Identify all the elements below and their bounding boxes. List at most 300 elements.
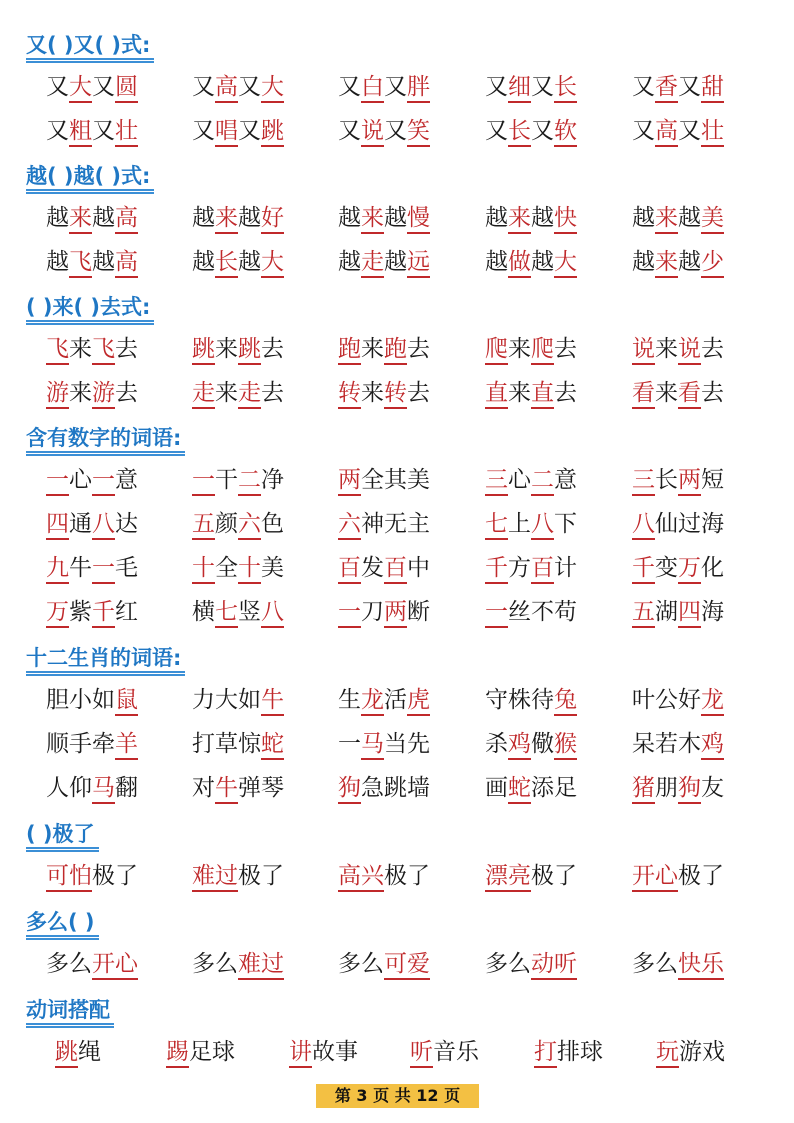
phrase-row — [0, 242, 794, 282]
key-character: 马 — [92, 774, 115, 804]
phrase-item — [632, 111, 724, 151]
phrase-item — [485, 460, 577, 500]
key-character: 猴 — [554, 730, 577, 760]
key-character: 远 — [407, 248, 430, 278]
fixed-character: 下 — [554, 511, 577, 537]
key-character: 看 — [632, 379, 655, 409]
fixed-character: 游戏 — [679, 1039, 725, 1065]
fixed-character: 越 — [384, 205, 407, 231]
key-character: 跳 — [261, 117, 284, 147]
key-character: 香 — [655, 73, 678, 103]
fixed-character: 去 — [407, 336, 430, 362]
key-character: 五 — [632, 598, 655, 628]
fixed-character: 又 — [238, 74, 261, 100]
key-character: 八 — [92, 510, 115, 540]
phrase-item — [46, 329, 138, 369]
key-character: 玩 — [656, 1038, 679, 1068]
key-character: 二 — [238, 466, 261, 496]
fixed-character: 横 — [192, 599, 215, 625]
fixed-character: 绳 — [78, 1039, 101, 1065]
phrase-item — [632, 460, 724, 500]
key-character: 一 — [92, 554, 115, 584]
key-character: 圆 — [115, 73, 138, 103]
phrase-item — [46, 67, 138, 107]
fixed-character: 叶公好 — [632, 687, 701, 713]
phrase-item — [632, 680, 724, 720]
phrase-item — [192, 548, 284, 588]
key-character: 狗 — [338, 774, 361, 804]
fixed-character: 又 — [192, 74, 215, 100]
fixed-character: 杀 — [485, 731, 508, 757]
fixed-character: 竖 — [238, 599, 261, 625]
fixed-character: 对 — [192, 775, 215, 801]
phrase-item — [46, 944, 138, 984]
key-character: 白 — [361, 73, 384, 103]
phrase-item — [338, 111, 430, 151]
fixed-character: 意 — [115, 467, 138, 493]
page-number-footer: 第 3 页 共 12 页 — [316, 1084, 479, 1108]
phrase-item — [338, 592, 430, 632]
fixed-character: 来 — [655, 336, 678, 362]
fixed-character: 来 — [69, 336, 92, 362]
fixed-character: 翻 — [115, 775, 138, 801]
fixed-character: 又 — [485, 74, 508, 100]
key-character: 千 — [92, 598, 115, 628]
fixed-character: 又 — [192, 118, 215, 144]
phrase-item — [338, 768, 430, 808]
key-character: 来 — [655, 204, 678, 234]
section-heading: 多么( ) — [26, 907, 95, 941]
phrase-row — [0, 111, 794, 151]
section-heading: ( )来( )去式: — [26, 292, 150, 326]
key-character: 转 — [384, 379, 407, 409]
fixed-character: 长 — [655, 467, 678, 493]
key-character: 狗 — [678, 774, 701, 804]
fixed-character: 紫 — [69, 599, 92, 625]
phrase-item — [338, 856, 430, 896]
key-character: 两 — [338, 466, 361, 496]
fixed-character: 越 — [384, 249, 407, 275]
phrase-item — [632, 373, 724, 413]
phrase-item — [46, 373, 138, 413]
phrase-row — [0, 856, 794, 896]
fixed-character: 上 — [508, 511, 531, 537]
key-character: 可怕 — [46, 862, 92, 892]
phrase-item — [656, 1032, 725, 1072]
phrase-item — [485, 724, 577, 764]
fixed-character: 来 — [508, 336, 531, 362]
key-character: 一 — [92, 466, 115, 496]
fixed-character: 方 — [508, 555, 531, 581]
phrase-item — [338, 198, 430, 238]
phrase-row — [0, 504, 794, 544]
fixed-character: 画 — [485, 775, 508, 801]
key-character: 鼠 — [115, 686, 138, 716]
key-character: 笑 — [407, 117, 430, 147]
key-character: 跳 — [192, 335, 215, 365]
fixed-character: 心 — [69, 467, 92, 493]
key-character: 来 — [215, 204, 238, 234]
fixed-character: 多么 — [46, 951, 92, 977]
key-character: 虎 — [407, 686, 430, 716]
phrase-item — [485, 680, 577, 720]
key-character: 长 — [215, 248, 238, 278]
fixed-character: 计 — [554, 555, 577, 581]
key-character: 长 — [554, 73, 577, 103]
key-character: 打 — [534, 1038, 557, 1068]
phrase-item — [192, 242, 284, 282]
key-character: 四 — [678, 598, 701, 628]
fixed-character: 极了 — [531, 863, 577, 889]
key-character: 五 — [192, 510, 215, 540]
fixed-character: 刀 — [361, 599, 384, 625]
key-character: 十 — [238, 554, 261, 584]
key-character: 千 — [485, 554, 508, 584]
fixed-character: 短 — [701, 467, 724, 493]
key-character: 一 — [46, 466, 69, 496]
key-character: 踢 — [166, 1038, 189, 1068]
key-character: 说 — [678, 335, 701, 365]
key-character: 六 — [238, 510, 261, 540]
key-character: 开心 — [92, 950, 138, 980]
phrase-item — [46, 242, 138, 282]
fixed-character: 色 — [261, 511, 284, 537]
section-heading: 十二生肖的词语: — [26, 643, 181, 677]
fixed-character: 又 — [338, 118, 361, 144]
fixed-character: 意 — [554, 467, 577, 493]
fixed-character: 生 — [338, 687, 361, 713]
key-character: 壮 — [115, 117, 138, 147]
fixed-character: 仙过海 — [655, 511, 724, 537]
phrase-row — [0, 680, 794, 720]
key-character: 高 — [655, 117, 678, 147]
key-character: 动听 — [531, 950, 577, 980]
key-character: 两 — [678, 466, 701, 496]
phrase-item — [289, 1032, 358, 1072]
key-character: 慢 — [407, 204, 430, 234]
key-character: 二 — [531, 466, 554, 496]
key-character: 一 — [485, 598, 508, 628]
phrase-item — [46, 111, 138, 151]
fixed-character: 中 — [407, 555, 430, 581]
fixed-character: 越 — [238, 249, 261, 275]
phrase-item — [485, 944, 577, 984]
fixed-character: 丝不苟 — [508, 599, 577, 625]
key-character: 三 — [485, 466, 508, 496]
fixed-character: 又 — [531, 74, 554, 100]
phrase-item — [46, 460, 138, 500]
fixed-character: 来 — [215, 336, 238, 362]
fixed-character: 胆小如 — [46, 687, 115, 713]
key-character: 九 — [46, 554, 69, 584]
fixed-character: 越 — [192, 205, 215, 231]
fixed-character: 美 — [261, 555, 284, 581]
key-character: 一 — [192, 466, 215, 496]
fixed-character: 又 — [678, 74, 701, 100]
key-character: 百 — [531, 554, 554, 584]
phrase-item — [192, 329, 284, 369]
phrase-item — [338, 944, 430, 984]
fixed-character: 断 — [407, 599, 430, 625]
fixed-character: 来 — [655, 380, 678, 406]
key-character: 龙 — [701, 686, 724, 716]
fixed-character: 又 — [46, 74, 69, 100]
phrase-item — [410, 1032, 479, 1072]
key-character: 唱 — [215, 117, 238, 147]
key-character: 八 — [261, 598, 284, 628]
fixed-character: 来 — [215, 380, 238, 406]
fixed-character: 多么 — [192, 951, 238, 977]
key-character: 万 — [678, 554, 701, 584]
key-character: 看 — [678, 379, 701, 409]
key-character: 直 — [485, 379, 508, 409]
key-character: 直 — [531, 379, 554, 409]
fixed-character: 红 — [115, 599, 138, 625]
phrase-row — [0, 329, 794, 369]
phrase-item — [192, 944, 284, 984]
section-heading: ( )极了 — [26, 819, 95, 853]
key-character: 牛 — [215, 774, 238, 804]
key-character: 高 — [215, 73, 238, 103]
key-character: 蛇 — [508, 774, 531, 804]
key-character: 牛 — [261, 686, 284, 716]
phrase-row — [0, 724, 794, 764]
phrase-item — [632, 768, 724, 808]
phrase-item — [485, 111, 577, 151]
key-character: 百 — [384, 554, 407, 584]
key-character: 飞 — [92, 335, 115, 365]
key-character: 十 — [192, 554, 215, 584]
section-heading: 又( )又( )式: — [26, 30, 150, 64]
phrase-item — [632, 724, 724, 764]
fixed-character: 排球 — [557, 1039, 603, 1065]
fixed-character: 去 — [261, 380, 284, 406]
phrase-item — [192, 67, 284, 107]
key-character: 跳 — [55, 1038, 78, 1068]
phrase-item — [485, 198, 577, 238]
fixed-character: 海 — [701, 599, 724, 625]
phrase-row — [0, 460, 794, 500]
fixed-character: 越 — [338, 249, 361, 275]
fixed-character: 又 — [485, 118, 508, 144]
fixed-character: 又 — [632, 118, 655, 144]
key-character: 胖 — [407, 73, 430, 103]
fixed-character: 故事 — [312, 1039, 358, 1065]
phrase-item — [632, 856, 724, 896]
fixed-character: 全 — [215, 555, 238, 581]
fixed-character: 极了 — [92, 863, 138, 889]
fixed-character: 去 — [115, 380, 138, 406]
key-character: 百 — [338, 554, 361, 584]
phrase-item — [485, 242, 577, 282]
fixed-character: 湖 — [655, 599, 678, 625]
key-character: 来 — [361, 204, 384, 234]
phrase-item — [338, 548, 430, 588]
phrase-item — [534, 1032, 603, 1072]
phrase-item — [192, 592, 284, 632]
key-character: 大 — [554, 248, 577, 278]
phrase-item — [46, 856, 138, 896]
key-character: 难过 — [192, 862, 238, 892]
fixed-character: 越 — [92, 249, 115, 275]
key-character: 四 — [46, 510, 69, 540]
fixed-character: 越 — [46, 205, 69, 231]
phrase-row — [0, 198, 794, 238]
key-character: 听 — [410, 1038, 433, 1068]
phrase-item — [632, 944, 724, 984]
fixed-character: 神无主 — [361, 511, 430, 537]
fixed-character: 越 — [192, 249, 215, 275]
phrase-row — [0, 1032, 794, 1072]
fixed-character: 越 — [92, 205, 115, 231]
fixed-character: 干 — [215, 467, 238, 493]
phrase-item — [338, 329, 430, 369]
fixed-character: 去 — [701, 336, 724, 362]
phrase-item — [192, 768, 284, 808]
fixed-character: 通 — [69, 511, 92, 537]
phrase-item — [166, 1032, 235, 1072]
key-character: 走 — [361, 248, 384, 278]
key-character: 高 — [115, 204, 138, 234]
fixed-character: 去 — [115, 336, 138, 362]
phrase-item — [632, 592, 724, 632]
fixed-character: 朋 — [655, 775, 678, 801]
fixed-character: 当先 — [384, 731, 430, 757]
fixed-character: 打草惊 — [192, 731, 261, 757]
phrase-item — [192, 460, 284, 500]
phrase-item — [632, 198, 724, 238]
fixed-character: 去 — [261, 336, 284, 362]
fixed-character: 力大如 — [192, 687, 261, 713]
key-character: 甜 — [701, 73, 724, 103]
key-character: 三 — [632, 466, 655, 496]
fixed-character: 来 — [69, 380, 92, 406]
key-character: 七 — [215, 598, 238, 628]
phrase-item — [485, 373, 577, 413]
key-character: 大 — [261, 73, 284, 103]
fixed-character: 心 — [508, 467, 531, 493]
phrase-item — [46, 724, 138, 764]
fixed-character: 达 — [115, 511, 138, 537]
key-character: 大 — [69, 73, 92, 103]
key-character: 羊 — [115, 730, 138, 760]
fixed-character: 守株待 — [485, 687, 554, 713]
phrase-item — [338, 373, 430, 413]
phrase-row — [0, 592, 794, 632]
fixed-character: 越 — [531, 249, 554, 275]
phrase-item — [46, 680, 138, 720]
fixed-character: 极了 — [678, 863, 724, 889]
key-character: 七 — [485, 510, 508, 540]
fixed-character: 越 — [238, 205, 261, 231]
key-character: 爬 — [485, 335, 508, 365]
key-character: 六 — [338, 510, 361, 540]
key-character: 转 — [338, 379, 361, 409]
fixed-character: 又 — [238, 118, 261, 144]
key-character: 细 — [508, 73, 531, 103]
phrase-item — [192, 504, 284, 544]
fixed-character: 越 — [338, 205, 361, 231]
fixed-character: 毛 — [115, 555, 138, 581]
phrase-item — [192, 373, 284, 413]
phrase-item — [192, 856, 284, 896]
key-character: 快乐 — [678, 950, 724, 980]
fixed-character: 弹琴 — [238, 775, 284, 801]
key-character: 说 — [632, 335, 655, 365]
fixed-character: 又 — [632, 74, 655, 100]
key-character: 千 — [632, 554, 655, 584]
phrase-item — [46, 548, 138, 588]
phrase-item — [485, 856, 577, 896]
fixed-character: 颜 — [215, 511, 238, 537]
key-character: 爬 — [531, 335, 554, 365]
key-character: 可爱 — [384, 950, 430, 980]
phrase-item — [338, 242, 430, 282]
fixed-character: 友 — [701, 775, 724, 801]
fixed-character: 极了 — [238, 863, 284, 889]
fixed-character: 牛 — [69, 555, 92, 581]
phrase-row — [0, 548, 794, 588]
fixed-character: 呆若木 — [632, 731, 701, 757]
fixed-character: 顺手牵 — [46, 731, 115, 757]
key-character: 飞 — [46, 335, 69, 365]
fixed-character: 人仰 — [46, 775, 92, 801]
phrase-row — [0, 768, 794, 808]
key-character: 大 — [261, 248, 284, 278]
fixed-character: 添足 — [531, 775, 577, 801]
fixed-character: 全其美 — [361, 467, 430, 493]
fixed-character: 儆 — [531, 731, 554, 757]
fixed-character: 去 — [407, 380, 430, 406]
fixed-character: 多么 — [338, 951, 384, 977]
key-character: 鸡 — [508, 730, 531, 760]
phrase-item — [192, 198, 284, 238]
phrase-item — [338, 504, 430, 544]
phrase-item — [338, 460, 430, 500]
phrase-item — [46, 768, 138, 808]
fixed-character: 一 — [338, 731, 361, 757]
key-character: 猪 — [632, 774, 655, 804]
key-character: 美 — [701, 204, 724, 234]
phrase-item — [632, 548, 724, 588]
key-character: 高 — [115, 248, 138, 278]
phrase-row — [0, 67, 794, 107]
fixed-character: 越 — [632, 249, 655, 275]
key-character: 讲 — [289, 1038, 312, 1068]
phrase-item — [46, 198, 138, 238]
fixed-character: 越 — [485, 249, 508, 275]
fixed-character: 越 — [485, 205, 508, 231]
phrase-row — [0, 373, 794, 413]
key-character: 两 — [384, 598, 407, 628]
phrase-item — [632, 242, 724, 282]
fixed-character: 净 — [261, 467, 284, 493]
phrase-item — [192, 680, 284, 720]
fixed-character: 多么 — [485, 951, 531, 977]
key-character: 少 — [701, 248, 724, 278]
key-character: 蛇 — [261, 730, 284, 760]
fixed-character: 又 — [338, 74, 361, 100]
phrase-item — [485, 592, 577, 632]
key-character: 万 — [46, 598, 69, 628]
key-character: 八 — [531, 510, 554, 540]
section-heading: 越( )越( )式: — [26, 161, 150, 195]
section-heading: 含有数字的词语: — [26, 423, 181, 457]
key-character: 做 — [508, 248, 531, 278]
key-character: 兔 — [554, 686, 577, 716]
fixed-character: 去 — [554, 336, 577, 362]
fixed-character: 活 — [384, 687, 407, 713]
